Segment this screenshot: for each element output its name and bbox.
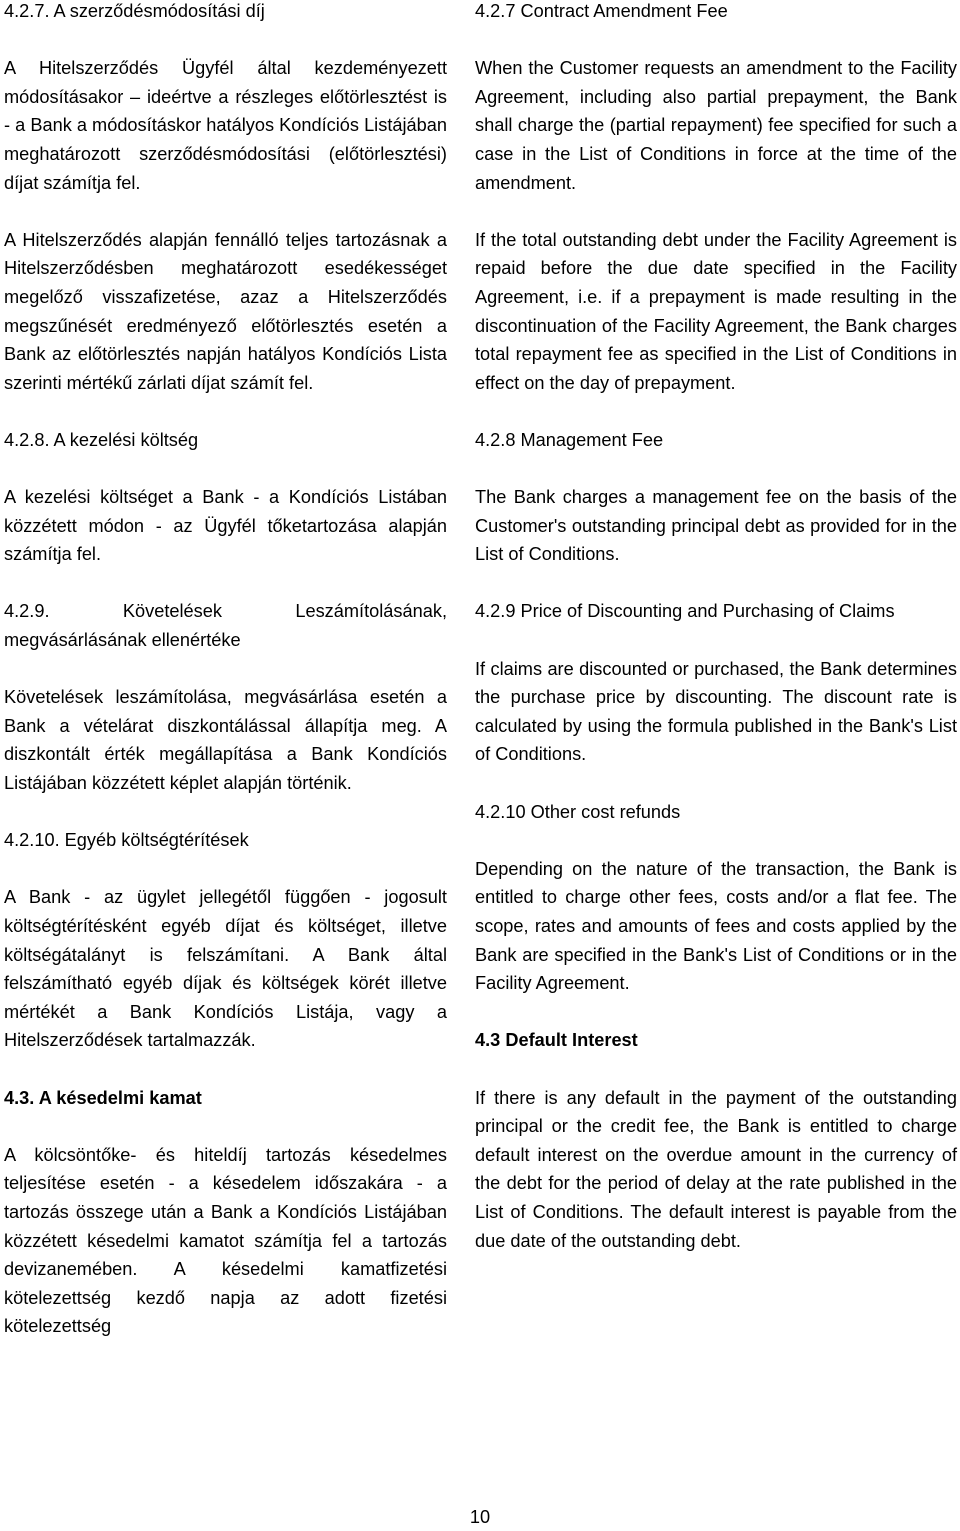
section-heading: 4.2.10. Egyéb költségtérítések: [4, 830, 249, 851]
section-heading: 4.2.10 Other cost refunds: [475, 801, 681, 822]
paragraph: Depending on the nature of the transaction, the Bank is entitled to charge other fees, costs and/or a flat fee. The scope, rates and amounts of fees and costs applied by the Bank are specified in the Bank's List of Conditions or in the Facility Agreement.: [475, 858, 957, 994]
hungarian-column: [4, 0, 447, 1341]
paragraph: Követelések leszámítolása, megvásárlása esetén a Bank a vételárat diszkontálással állapítja meg. A diszkontált érték megállapítása a Bank Kondíciós Listájában közzétett képlet alapján történik.: [4, 687, 447, 794]
paragraph: When the Customer requests an amendment to the Facility Agreement, including also partial prepayment, the Bank shall charge the (partial repayment) fee specified for such a case in the List of Conditions in force at the time of the amendment.: [475, 58, 957, 193]
paragraph: The Bank charges a management fee on the basis of the Customer's outstanding principal debt as provided for in the List of Conditions.: [475, 487, 957, 565]
paragraph: A Hitelszerződés alapján fennálló teljes tartozásnak a Hitelszerződésben meghatározott esedékességet megelőző visszafizetése, azaz a Hitelszerződés megszűnését eredményező előtörlesztés esetén a Bank az előtörlesztés napján hatályos Kondíciós Lista szerinti mértékű zárlati díjat számít fel.: [4, 229, 447, 393]
section-heading: 4.2.9 Price of Discounting and Purchasing of Claims: [475, 601, 895, 622]
paragraph: If claims are discounted or purchased, the Bank determines the purchase price by discounting. The discount rate is calculated by using the formula published in the Bank's List of Conditions.: [475, 658, 957, 765]
english-column: [475, 0, 957, 1255]
paragraph: A kölcsöntőke- és hiteldíj tartozás késedelmes teljesítése esetén - a késedelem időszakára - a tartozás összege után a Bank a Kondíciós Listájában közzétett késedelmi kamatot számítja fel a tartozás devizanemében. A késedelmi kamatfizetési kötelezettség kezdő napja az adott fizetési kötelezettség: [4, 1144, 447, 1337]
paragraph: If there is any default in the payment of the outstanding principal or the credit fee, the Bank is entitled to charge default interest on the overdue amount in the currency of the debt for the period of delay at the rate published in the List of Conditions. The default interest is payable from the due date of the outstanding debt.: [475, 1087, 957, 1251]
paragraph: A kezelési költséget a Bank - a Kondíciós Listában közzétett módon - az Ügyfél tőketartozása alapján számítja fel.: [4, 487, 447, 565]
page-number: 10: [469, 1507, 491, 1527]
paragraph: If the total outstanding debt under the Facility Agreement is repaid before the due date specified in the Facility Agreement, i.e. if a prepayment is made resulting in the discontinuation of the Facility Agreement, the Bank charges total repayment fee as specified in the List of Conditions in effect on the day of prepayment.: [475, 229, 957, 393]
section-heading: 4.2.8 Management Fee: [475, 429, 664, 450]
section-heading: 4.2.8. A kezelési költség: [4, 429, 199, 450]
paragraph: A Bank - az ügylet jellegétől függően - jogosult költségtérítésként egyéb díjat és költséget, illetve költségátalányt is felszámítani. A Bank által felszámítható egyéb díjak és költségek körét illetve mértékét a Bank Kondíciós Listája, vagy a Hitelszerződések tartalmazzák.: [4, 887, 447, 1051]
section-heading: 4.2.9. Követelések Leszámítolásának, megvásárlásának ellenértéke: [4, 601, 447, 651]
section-heading: 4.3. A késedelmi kamat: [4, 1087, 202, 1108]
section-heading: 4.2.7 Contract Amendment Fee: [475, 1, 728, 21]
section-heading: 4.3 Default Interest: [475, 1030, 638, 1051]
section-heading: 4.2.7. A szerződésmódosítási díj: [4, 1, 265, 21]
paragraph: A Hitelszerződés Ügyfél által kezdeményezett módosításakor – ideértve a részleges előtörlesztést is - a Bank a módosításkor hatályos Kondíciós Listájában meghatározott szerződésmódosítási (előtörlesztési) díjat számítja fel.: [4, 58, 447, 193]
